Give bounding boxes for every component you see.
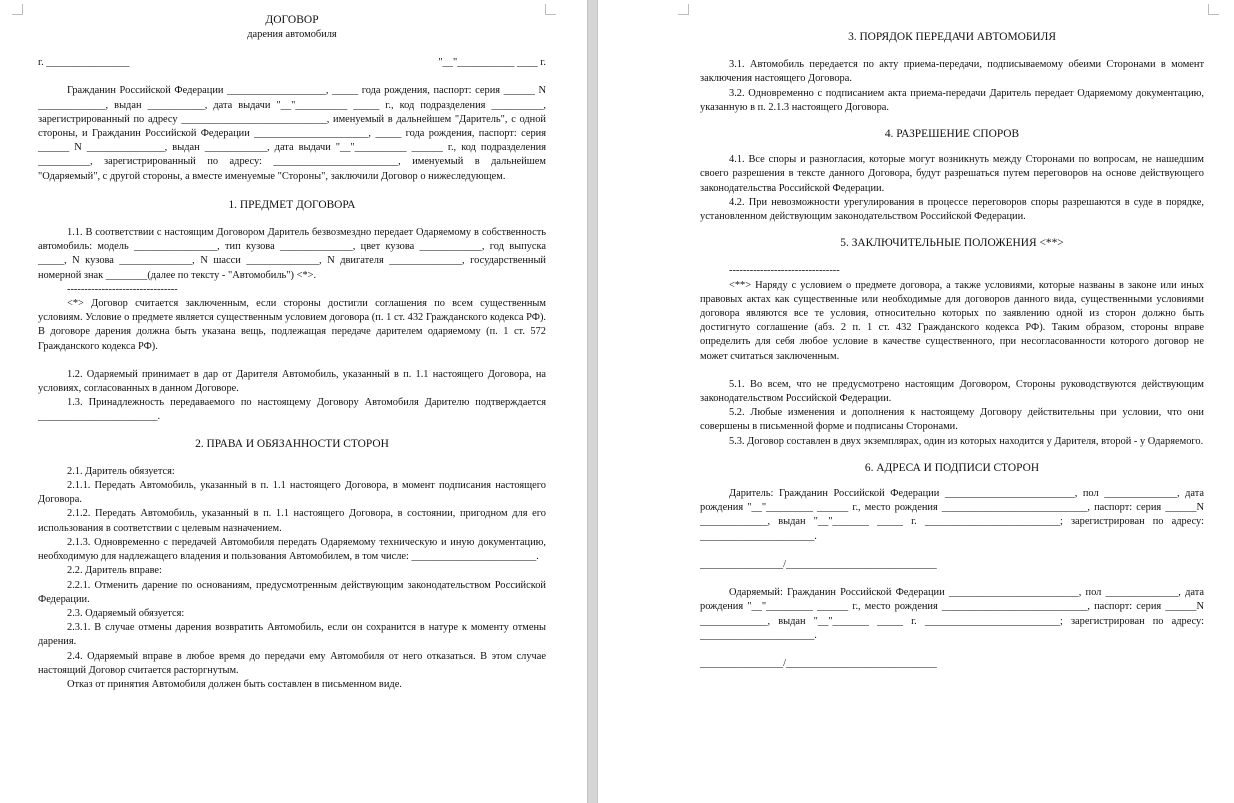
section-3-title: 3. ПОРЯДОК ПЕРЕДАЧИ АВТОМОБИЛЯ bbox=[848, 31, 1056, 43]
clause-5-3: 5.3. Договор составлен в двух экземплярах, один из которых находится у Дарителя, второй - у Одаряемого. bbox=[729, 435, 1204, 447]
footnote-2: <**> Наряду с условием о предмете договора, а также условиями, которые названы в законе или иных правовых актах как существенные или необходимые для договоров данного вида, существенными условиями договора являются все те условия, относительно которых по заявлению одной из сторон должно быть достигнуто соглашение (абз. 2 п. 1 ст. 432 Гражданского кодекса РФ). Таким образом, стороны вправе определить для себя любое условие в качестве существенного, при несогласованности которого договор не может считаться заключенным. bbox=[700, 279, 1204, 362]
page-right-content bbox=[700, 30, 1204, 671]
donee-signature-line: ________________/_____________________________ bbox=[700, 657, 937, 669]
clause-2-4-note: Отказ от принятия Автомобиля должен быть составлен в письменном виде. bbox=[67, 678, 402, 690]
section-2-title: 2. ПРАВА И ОБЯЗАННОСТИ СТОРОН bbox=[195, 437, 389, 450]
date-line: "__"___________ ____ г. bbox=[438, 57, 546, 69]
section-6-title: 6. АДРЕСА И ПОДПИСИ СТОРОН bbox=[864, 461, 1040, 474]
page-corner-mark bbox=[12, 4, 23, 15]
clause-1-1: 1.1. В соответствии с настоящим Договором Даритель безвозмездно передает Одаряемому в собственность автомобиль: модель ________________, тип кузова ______________, цвет кузова ____________, год выпуска _____, N кузова ______________, N шасси ______________, N двигателя ______________, государственный номерной знак ________(далее по тексту - "Автомобиль") <*>. bbox=[38, 227, 546, 281]
clause-2-3-1: 2.3.1. В случае отмены дарения возвратить Автомобиль, если он сохранится в натуре к моменту отмены дарения. bbox=[38, 622, 546, 648]
donor-details: Даритель: Гражданин Российской Федерации _________________________, пол ______________, дата рождения "__"_________ ______ г., место рождения ____________________________, паспорт: серия ______N _____________, выдан "__"_______ _____ г. __________________________; зарегистрирован по адресу: ______________________. bbox=[700, 488, 1204, 542]
document-page-right bbox=[598, 0, 1234, 803]
footnote-1: <*> Договор считается заключенным, если стороны достигли соглашения по всем существенным условиям. Условие о предмете является существенным условием договора (п. 1 ст. 432 Гражданского кодекса РФ). В договоре дарения должна быть указана вещь, подлежащая передаче дарителем одаряемому (п. 1 ст. 572 Гражданского кодекса РФ). bbox=[38, 298, 546, 352]
document-subtitle: дарения автомобиля bbox=[247, 29, 337, 40]
clause-2-2-1: 2.2.1. Отменить дарение по основаниям, предусмотренным действующим законодательством Российской Федерации. bbox=[38, 579, 546, 605]
city-date-row bbox=[38, 56, 546, 70]
document-page-left bbox=[0, 0, 587, 803]
donee-details: Одаряемый: Гражданин Российской Федерации _________________________, пол ______________, дата рождения "__"_________ ______ г., место рождения ____________________________, паспорт: серия ______N _____________, выдан "__"_______ _____ г. __________________________; зарегистрирован по адресу: ______________________. bbox=[700, 587, 1204, 641]
page-corner-mark bbox=[678, 4, 689, 15]
page-left-content bbox=[38, 13, 546, 692]
clause-4-1: 4.1. Все споры и разногласия, которые могут возникнуть между Сторонами по вопросам, не нашедшим своего разрешения в тексте данного Договора, будут разрешаться путем переговоров на основе действующего законодательства Российской Федерации. bbox=[700, 154, 1204, 194]
clause-1-2: 1.2. Одаряемый принимает в дар от Дарителя Автомобиль, указанный в п. 1.1 настоящего Договора, на условиях, согласованных в данном Договоре. bbox=[38, 368, 546, 395]
section-1-title: 1. ПРЕДМЕТ ДОГОВОРА bbox=[228, 198, 356, 211]
clause-4-2: 4.2. При невозможности урегулирования в процессе переговоров споры разрешаются в суде в порядке, установленном действующим законодательством Российской Федерации. bbox=[700, 196, 1204, 223]
clause-2-1: 2.1. Даритель обязуется: bbox=[67, 465, 175, 477]
clause-2-4: 2.4. Одаряемый вправе в любое время до передачи ему Автомобиля от него отказаться. В этом случае настоящий Договор считается расторгнутым. bbox=[38, 650, 546, 676]
donor-signature-line: ________________/_____________________________ bbox=[700, 558, 937, 570]
clause-5-2: 5.2. Любые изменения и дополнения к настоящему Договору действительны при условии, что они совершены в письменной форме и подписаны Сторонами. bbox=[700, 407, 1204, 433]
footnote-separator: -------------------------------- bbox=[67, 283, 178, 295]
clause-2-2: 2.2. Даритель вправе: bbox=[67, 565, 162, 577]
clause-2-1-2: 2.1.2. Передать Автомобиль, указанный в п. 1.1 настоящего Договора, в состоянии, пригодном для его использования в соответствии с целевым назначением. bbox=[38, 508, 546, 534]
page-corner-mark bbox=[545, 4, 556, 15]
clause-2-1-3: 2.1.3. Одновременно с передачей Автомобиля передать Одаряемому техническую и иную документацию, необходимую для надлежащего владения и пользования Автомобилем, в том числе: ________________________. bbox=[38, 536, 546, 563]
page-corner-mark bbox=[1208, 4, 1219, 15]
section-4-title: 4. РАЗРЕШЕНИЕ СПОРОВ bbox=[884, 128, 1020, 141]
page-gap bbox=[587, 0, 598, 803]
clause-2-3: 2.3. Одаряемый обязуется: bbox=[67, 607, 185, 619]
clause-3-1: 3.1. Автомобиль передается по акту приема-передачи, подписываемому обеими Сторонами в момент заключения настоящего Договора. bbox=[700, 59, 1204, 85]
footnote-separator: -------------------------------- bbox=[729, 265, 840, 277]
document-title: ДОГОВОР bbox=[265, 14, 319, 26]
clause-1-3: 1.3. Принадлежность передаваемого по настоящему Договору Автомобиля Дарителю подтверждается _______________________. bbox=[38, 397, 546, 423]
city-line: г. ________________ bbox=[38, 57, 130, 69]
preamble: Гражданин Российской Федерации ___________________, _____ года рождения, паспорт: серия ______ N _____________, выдан ___________, дата выдачи "__"__________ _____ г., код подразделения __________, зарегистрированный по адресу ____________________________, именуемый в дальнейшем "Даритель", с одной стороны, и Гражданин Российской Федерации ______________________, _____ года рождения, паспорт: серия ______ N _______________, выдан ____________, дата выдачи "__"__________ ______ г., код подразделения __________, зарегистрированный по адресу: ________________________, именуемый в дальнейшем "Одаряемый", с другой стороны, а вместе именуемые "Стороны", заключили Договор о нижеследующем. bbox=[38, 85, 546, 182]
section-5-title: 5. ЗАКЛЮЧИТЕЛЬНЫЕ ПОЛОЖЕНИЯ <**> bbox=[840, 237, 1064, 250]
clause-3-2: 3.2. Одновременно с подписанием акта приема-передачи Даритель передает Одаряемому документацию, указанную в п. 2.1.3 настоящего Договора. bbox=[700, 87, 1204, 113]
clause-5-1: 5.1. Во всем, что не предусмотрено настоящим Договором, Стороны руководствуются действующим законодательством Российской Федерации. bbox=[700, 378, 1204, 405]
clause-2-1-1: 2.1.1. Передать Автомобиль, указанный в п. 1.1 настоящего Договора, в момент подписания настоящего Договора. bbox=[38, 480, 546, 506]
